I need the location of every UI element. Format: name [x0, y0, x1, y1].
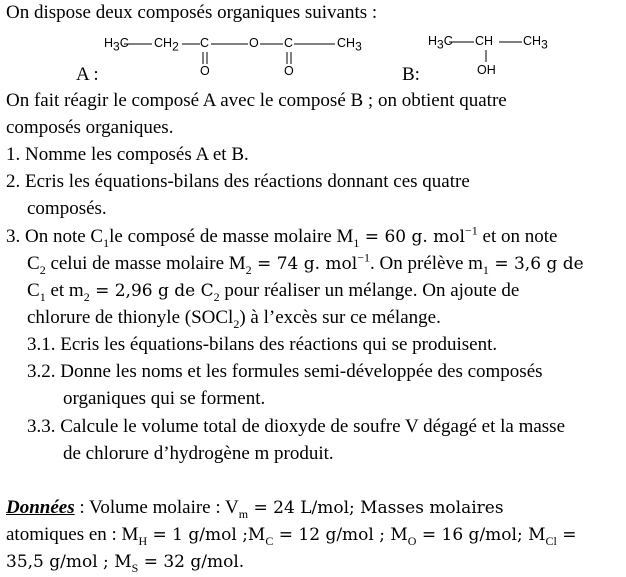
question-1: 1. Nomme les composés A et B.: [6, 144, 249, 165]
formula-text-caption: [0, 0, 1, 1]
b-ch3-left: $H_3C$: [428, 34, 453, 52]
a-c2: C: [284, 36, 294, 50]
reaction-text-line1: On fait réagir le composé A avec le composé B ; on obtient quatre: [6, 90, 507, 111]
b-oh: OH: [477, 63, 496, 77]
donnees-line1: Données : Volume molaire : $V_m = 24$ L/mol; Masses molaires: [6, 497, 504, 521]
question-3-2-line1: 3.2. Donne les noms et les formules semi-développée des composés: [27, 361, 543, 382]
donnees-line2: atomiques en : $M_H = 1$ g/mol $;M_C = 12$ g/mol ; $M_O = 16$ g/mol; $M_{Cl}$ =: [6, 524, 577, 548]
a-ch3-right: $CH_3$: [337, 36, 362, 54]
a-ch3-left: $H_3C$: [104, 36, 129, 54]
b-ch3-right: $CH_3$: [523, 34, 548, 52]
question-3-1: 3.1. Ecris les équations-bilans des réactions qui se produisent.: [27, 334, 498, 355]
intro-text: On dispose deux composés organiques suivants :: [6, 2, 378, 23]
question-3-line4: chlorure de thionyle (SOCl$_2$) à l’excès sur ce mélange.: [27, 307, 441, 331]
a-c1: C: [200, 36, 210, 50]
donnees-heading: Données: [6, 497, 75, 518]
question-3-3-line1: 3.3. Calcule le volume total de dioxyde de soufre V dégagé et la masse: [27, 416, 566, 437]
a-o-bridge: O: [249, 36, 259, 50]
a-o-carbonyl-1: O: [200, 64, 210, 78]
a-ch2: $CH_2$: [154, 36, 179, 54]
question-3-3-line2: de chlorure d’hydrogène m produit.: [63, 443, 334, 464]
b-ch: CH: [475, 34, 494, 48]
donnees-line3: 35,5 g/mol ; $M_S = 32$ g/mol.: [6, 552, 245, 575]
compound-a-label: A :: [76, 64, 99, 85]
compound-b-label: B:: [402, 64, 420, 85]
question-3-line1: 3. On note $C_1le$ composé de masse molaire $M_1 = 60$ g. mol$^{-1}$ et on note: [6, 223, 558, 250]
reaction-text-line2: composés organiques.: [6, 117, 174, 138]
question-2-line2: composés.: [27, 198, 107, 219]
question-3-line3: $C_1$ et $m_2 = 2,96$ g de $C_2$ pour réaliser un mélange. On ajoute de: [27, 280, 520, 304]
question-2-line1: 2. Ecris les équations-bilans des réactions donnant ces quatre: [6, 171, 470, 192]
a-o-carbonyl-2: O: [284, 64, 294, 78]
question-3-line2: $C_2$ celui de masse molaire $M_2 = 74$ g. mol$^{-1}$. On prélève $m_1 = 3,6$ g de: [27, 250, 584, 277]
question-3-2-line2: organiques qui se forment.: [63, 388, 266, 409]
